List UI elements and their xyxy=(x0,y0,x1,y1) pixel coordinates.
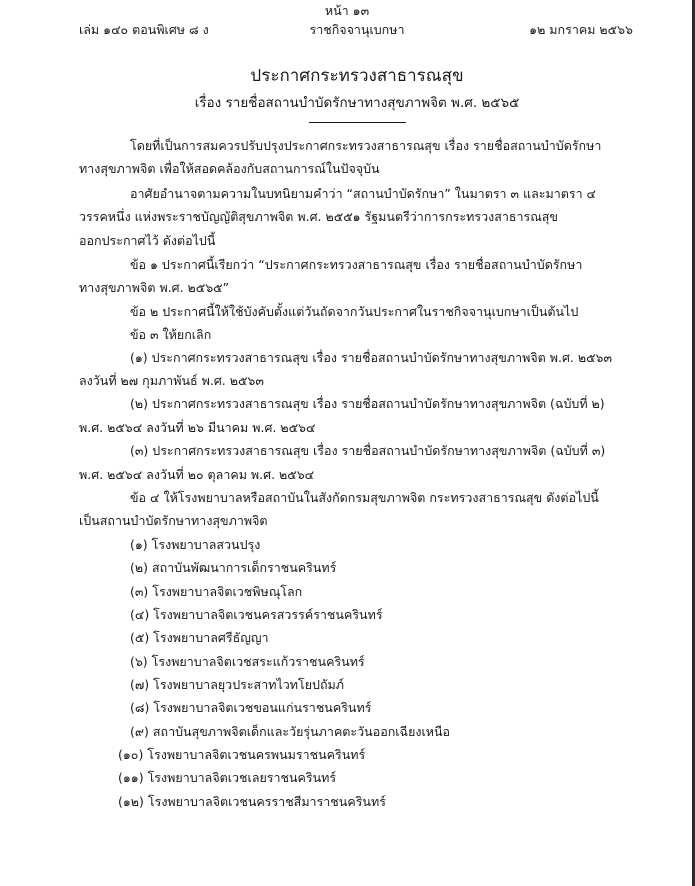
paragraph-2-line-2: วรรคหนึ่ง แห่งพระราชบัญญัติสุขภาพจิต พ.ศ. ๒๕๕๑ รัฐมนตรีว่าการกระทรวงสาธารณสุข xyxy=(79,209,558,224)
facility-item: (๒) สถาบันพัฒนาการเด็กราชนครินทร์ xyxy=(130,560,337,575)
subject-line: เรื่อง รายชื่อสถานบำบัดรักษาทางสุขภาพจิต พ.ศ. ๒๕๖๕ xyxy=(194,95,520,111)
clause-1-line-2: ทางสุขภาพจิต พ.ศ. ๒๕๖๕” xyxy=(79,280,230,295)
facility-item: (๔) โรงพยาบาลจิตเวชนครสวรรค์ราชนครินทร์ xyxy=(130,607,383,622)
facility-item: (๓) โรงพยาบาลจิตเวชพิษณุโลก xyxy=(130,584,303,599)
repeal-item-3-line-2: พ.ศ. ๒๕๖๔ ลงวันที่ ๒๐ ตุลาคม พ.ศ. ๒๕๖๔ xyxy=(79,467,315,482)
page-number: หน้า ๑๓ xyxy=(324,3,370,18)
clause-1-line-1: ข้อ ๑ ประกาศนี้เรียกว่า “ประกาศกระทรวงสาธารณสุข เรื่อง รายชื่อสถานบำบัดรักษา xyxy=(130,257,583,272)
title-rule xyxy=(309,122,406,123)
clause-4-line-1: ข้อ ๔ ให้โรงพยาบาลหรือสถาบันในสังกัดกรมสุขภาพจิต กระทรวงสาธารณสุข ดังต่อไปนี้ xyxy=(130,490,599,505)
paragraph-2-line-1: อาศัยอำนาจตามความในบทนิยามคำว่า “สถานบำบัดรักษา” ในมาตรา ๓ และมาตรา ๔ xyxy=(130,186,597,201)
clause-4-line-2: เป็นสถานบำบัดรักษาทางสุขภาพจิต xyxy=(79,513,268,528)
paragraph-1-line-1: โดยที่เป็นการสมควรปรับปรุงประกาศกระทรวงสาธารณสุข เรื่อง รายชื่อสถานบำบัดรักษา xyxy=(130,138,602,153)
facility-item: (๘) โรงพยาบาลจิตเวชขอนแก่นราชนครินทร์ xyxy=(130,700,372,715)
facility-item: (๙) สถาบันสุขภาพจิตเด็กและวัยรุ่นภาคตะวันออกเฉียงเหนือ xyxy=(130,724,451,739)
facility-item: (๕) โรงพยาบาลศรีธัญญา xyxy=(130,630,269,645)
repeal-item-1-line-2: ลงวันที่ ๒๗ กุมภาพันธ์ พ.ศ. ๒๕๖๓ xyxy=(79,373,264,388)
repeal-item-2-line-1: (๒) ประกาศกระทรวงสาธารณสุข เรื่อง รายชื่อสถานบำบัดรักษาทางสุขภาพจิต (ฉบับที่ ๒) xyxy=(130,396,605,411)
page-title: ประกาศกระทรวงสาธารณสุข xyxy=(250,66,464,86)
facility-item: (๑๑) โรงพยาบาลจิตเวชเลยราชนครินทร์ xyxy=(118,770,337,785)
clause-2: ข้อ ๒ ประกาศนี้ให้ใช้บังคับตั้งแต่วันถัดจากวันประกาศในราชกิจจานุเบกษาเป็นต้นไป xyxy=(130,304,579,319)
volume-info: เล่ม ๑๔๐ ตอนพิเศษ ๘ ง xyxy=(79,22,209,37)
gazette-name: ราชกิจจานุเบกษา xyxy=(309,22,405,37)
facility-item: (๑๒) โรงพยาบาลจิตเวชนครราชสีมาราชนครินทร์ xyxy=(118,794,386,809)
paragraph-2-line-3: ออกประกาศไว้ ดังต่อไปนี้ xyxy=(79,233,216,248)
publication-date: ๑๒ มกราคม ๒๕๖๖ xyxy=(529,22,633,37)
paragraph-1-line-2: ทางสุขภาพจิต เพื่อให้สอดคล้องกับสถานการณ์ในปัจจุบัน xyxy=(79,161,380,176)
facility-item: (๑๐) โรงพยาบาลจิตเวชนครพนมราชนครินทร์ xyxy=(118,747,366,762)
facility-item: (๑) โรงพยาบาลสวนปรุง xyxy=(130,537,261,552)
clause-3: ข้อ ๓ ให้ยกเลิก xyxy=(130,327,212,342)
facility-item: (๖) โรงพยาบาลจิตเวชสระแก้วราชนครินทร์ xyxy=(130,654,365,669)
repeal-item-1-line-1: (๑) ประกาศกระทรวงสาธารณสุข เรื่อง รายชื่อสถานบำบัดรักษาทางสุขภาพจิต พ.ศ. ๒๕๖๓ xyxy=(130,350,613,365)
facility-item: (๗) โรงพยาบาลยุวประสาทไวทโยปถัมภ์ xyxy=(130,677,345,692)
repeal-item-2-line-2: พ.ศ. ๒๕๖๔ ลงวันที่ ๒๖ มีนาคม พ.ศ. ๒๕๖๔ xyxy=(79,420,316,435)
repeal-item-3-line-1: (๓) ประกาศกระทรวงสาธารณสุข เรื่อง รายชื่อสถานบำบัดรักษาทางสุขภาพจิต (ฉบับที่ ๓) xyxy=(130,443,606,458)
